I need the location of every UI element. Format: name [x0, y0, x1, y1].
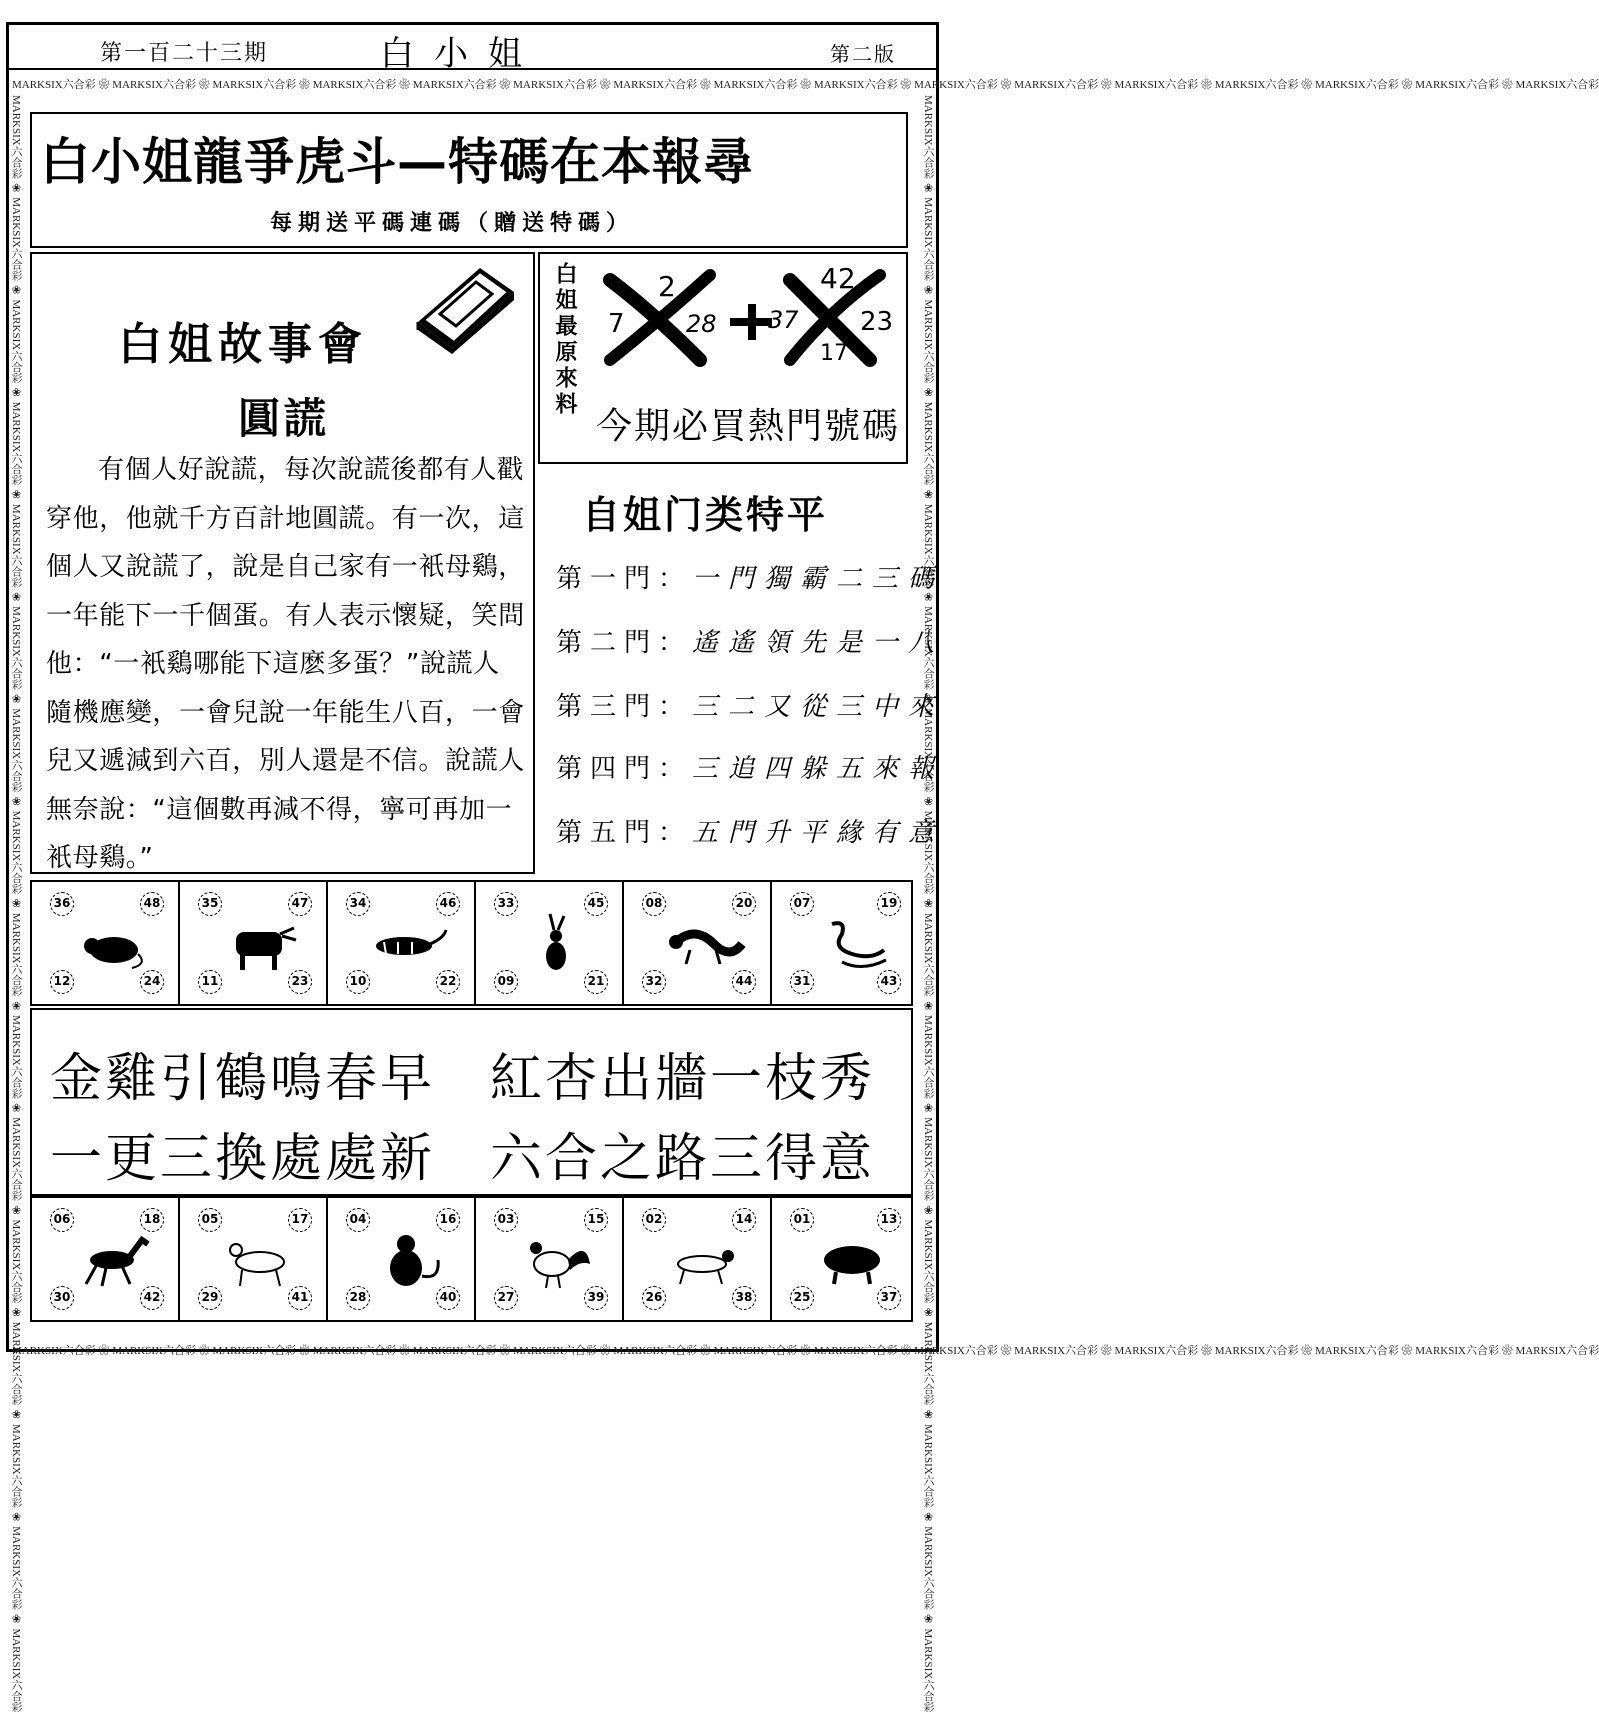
rabbit-icon [516, 914, 596, 976]
zodiac-cell [476, 882, 624, 1004]
poem-line-1: 金雞引鶴鳴春早 紅杏出牆一枝秀 [50, 1049, 876, 1109]
scrawl-number: 28 [686, 310, 717, 338]
number-badge: 40 [436, 1286, 460, 1310]
door-label: 第一門： [556, 564, 693, 594]
issue-number: 第一百二十三期 [100, 41, 269, 66]
rat-icon [72, 914, 152, 976]
right-border-strip: MARKSIX六合彩 ❀ MARKSIX六合彩 ❀ MARKSIX六合彩 ❀ MARKSIX六合彩 ❀ MARKSIX六合彩 ❀ MARKSIX六合彩 ❀ MARKSIX六合彩 ❀ MARKSIX六合彩 ❀ MARKSIX六合彩 ❀ MARKSIX六合彩 ❀ MARKSIX六合彩 ❀ MARKSIX六合彩 ❀ MARKSIX六合彩 ❀ MARKSIX六合彩 ❀ MARKSIX六合彩 ❀ MARKSIX六合彩 [922, 95, 934, 1712]
number-badge: 03 [494, 1208, 518, 1232]
zodiac-row-top [30, 880, 913, 1006]
number-badge: 28 [346, 1286, 370, 1310]
left-border-strip: MARKSIX六合彩 ❀ MARKSIX六合彩 ❀ MARKSIX六合彩 ❀ MARKSIX六合彩 ❀ MARKSIX六合彩 ❀ MARKSIX六合彩 ❀ MARKSIX六合彩 ❀ MARKSIX六合彩 ❀ MARKSIX六合彩 ❀ MARKSIX六合彩 ❀ MARKSIX六合彩 ❀ MARKSIX六合彩 ❀ MARKSIX六合彩 ❀ MARKSIX六合彩 ❀ MARKSIX六合彩 ❀ MARKSIX六合彩 [10, 95, 22, 1712]
pig-icon [812, 1230, 892, 1292]
number-badge: 32 [642, 970, 666, 994]
number-badge: 27 [494, 1286, 518, 1310]
number-badge: 30 [50, 1286, 74, 1310]
scrawl-number: 23 [860, 307, 894, 337]
zodiac-row-bottom [30, 1196, 913, 1322]
number-badge: 31 [790, 970, 814, 994]
zodiac-cell [180, 1198, 328, 1320]
number-badge: 38 [732, 1286, 756, 1310]
number-badge: 25 [790, 1286, 814, 1310]
number-badge: 11 [198, 970, 222, 994]
horse-icon [72, 1230, 152, 1292]
story-title: 白姐故事會 [118, 319, 368, 370]
number-badge: 21 [584, 970, 608, 994]
number-badge: 41 [288, 1286, 312, 1310]
door-text: 三追四躲五來報 [692, 754, 945, 784]
number-badge: 15 [584, 1208, 608, 1232]
zodiac-cell [32, 1198, 180, 1320]
scrawl-number: 17 [820, 341, 848, 366]
scrawl-number: 7 [608, 309, 625, 339]
dragon-icon [664, 914, 744, 976]
number-badge: 35 [198, 892, 222, 916]
door-text: 五門升平緣有意 [692, 818, 945, 848]
number-badge: 07 [790, 892, 814, 916]
zodiac-cell [328, 882, 476, 1004]
number-badge: 19 [877, 892, 901, 916]
scrawl-number: 42 [820, 262, 856, 295]
number-badge: 36 [50, 892, 74, 916]
scrawl-number: 2 [658, 270, 676, 303]
number-badge: 17 [288, 1208, 312, 1232]
door-text: 遙遙領先是一八 [692, 628, 945, 658]
bottom-border-strip: MARKSIX六合彩 ❀ MARKSIX六合彩 ❀ MARKSIX六合彩 ❀ MARKSIX六合彩 ❀ MARKSIX六合彩 ❀ MARKSIX六合彩 ❀ MARKSIX六合彩 ❀ MARKSIX六合彩 ❀ MARKSIX六合彩 ❀ MARKSIX六合彩 ❀ MARKSIX六合彩 ❀ MARKSIX六合彩 ❀ MARKSIX六合彩 ❀ MARKSIX六合彩 ❀ MARKSIX六合彩 ❀ MARKSIX六合彩 [12, 1345, 1599, 1357]
zodiac-cell [328, 1198, 476, 1320]
door-text: 三二又從三中來 [692, 692, 945, 722]
number-badge: 48 [140, 892, 164, 916]
number-badge: 39 [584, 1286, 608, 1310]
number-badge: 12 [50, 970, 74, 994]
number-badge: 44 [732, 970, 756, 994]
number-badge: 10 [346, 970, 370, 994]
story-body [46, 446, 526, 883]
zodiac-cell [32, 882, 180, 1004]
number-badge: 05 [198, 1208, 222, 1232]
zodiac-cell [476, 1198, 624, 1320]
number-badge: 06 [50, 1208, 74, 1232]
goat-icon [220, 1230, 300, 1292]
zodiac-cell [624, 882, 772, 1004]
door-text: 一門獨霸二三碼 [692, 564, 945, 594]
number-badge: 24 [140, 970, 164, 994]
zodiac-cell [624, 1198, 772, 1320]
hot-numbers-caption: 今期必買熱門號碼 [596, 406, 901, 447]
edition-label: 第二版 [830, 42, 896, 66]
poem-line-2: 一更三換處處新 六合之路三得意 [50, 1129, 876, 1189]
dog-icon [664, 1230, 744, 1292]
story-subtitle: 圓謊 [238, 394, 331, 443]
number-badge: 04 [346, 1208, 370, 1232]
top-border-strip: MARKSIX六合彩 ❀ MARKSIX六合彩 ❀ MARKSIX六合彩 ❀ MARKSIX六合彩 ❀ MARKSIX六合彩 ❀ MARKSIX六合彩 ❀ MARKSIX六合彩 ❀ MARKSIX六合彩 ❀ MARKSIX六合彩 ❀ MARKSIX六合彩 ❀ MARKSIX六合彩 ❀ MARKSIX六合彩 ❀ MARKSIX六合彩 ❀ MARKSIX六合彩 ❀ MARKSIX六合彩 ❀ MARKSIX六合彩 [12, 79, 1599, 91]
snake-icon [812, 914, 892, 976]
tiger-icon [368, 914, 448, 976]
zodiac-cell [772, 1198, 915, 1320]
door-item [556, 812, 944, 849]
monkey-icon [368, 1230, 448, 1292]
ox-icon [220, 914, 300, 976]
door-label: 第五門： [556, 818, 693, 848]
number-badge: 16 [436, 1208, 460, 1232]
headline-subtitle: 每期送平碼連碼（贈送特碼） [270, 211, 635, 236]
door-item [556, 686, 944, 723]
rooster-icon [516, 1230, 596, 1292]
number-badge: 02 [642, 1208, 666, 1232]
paper-name: 白小姐 [380, 34, 542, 74]
number-badge: 47 [288, 892, 312, 916]
number-badge: 45 [584, 892, 608, 916]
number-badge: 26 [642, 1286, 666, 1310]
book-icon [410, 262, 520, 354]
door-label: 第三門： [556, 692, 693, 722]
story-paragraph: 有個人好說謊，每次說謊後都有人戳穿他，他就千方百計地圓謊。有一次，這個人又說謊了，說是自己家有一衹母鷄，一年能下一千個蛋。有人表示懷疑，笑問他：“一衹鷄哪能下這麽多蛋？”說謊人隨機應變，一會兒說一年能生八百，一會兒又遞減到六百，別人還是不信。說謊人無奈說：“這個數再減不得，寧可再加一衹母鷄。” [46, 455, 525, 873]
number-badge: 43 [877, 970, 901, 994]
number-badge: 29 [198, 1286, 222, 1310]
number-badge: 14 [732, 1208, 756, 1232]
number-badge: 13 [877, 1208, 901, 1232]
handwritten-numbers [590, 260, 910, 370]
number-badge: 09 [494, 970, 518, 994]
number-badge: 18 [140, 1208, 164, 1232]
scrawl-number: 37 [768, 306, 799, 334]
number-badge: 42 [140, 1286, 164, 1310]
number-badge: 20 [732, 892, 756, 916]
number-badge: 33 [494, 892, 518, 916]
hot-numbers-side-label: 白姐最原來料 [552, 262, 577, 418]
doors-title: 自姐门类特平 [582, 493, 829, 537]
number-badge: 37 [877, 1286, 901, 1310]
zodiac-cell [180, 882, 328, 1004]
number-badge: 34 [346, 892, 370, 916]
door-label: 第二門： [556, 628, 693, 658]
number-badge: 22 [436, 970, 460, 994]
door-item [556, 622, 944, 659]
number-badge: 08 [642, 892, 666, 916]
number-badge: 23 [288, 970, 312, 994]
number-badge: 01 [790, 1208, 814, 1232]
door-label: 第四門： [556, 754, 693, 784]
number-badge: 46 [436, 892, 460, 916]
zodiac-cell [772, 882, 915, 1004]
headline-title: 白小姐龍爭虎斗—特碼在本報尋 [40, 133, 754, 191]
door-item [556, 748, 944, 785]
door-item [556, 558, 944, 595]
